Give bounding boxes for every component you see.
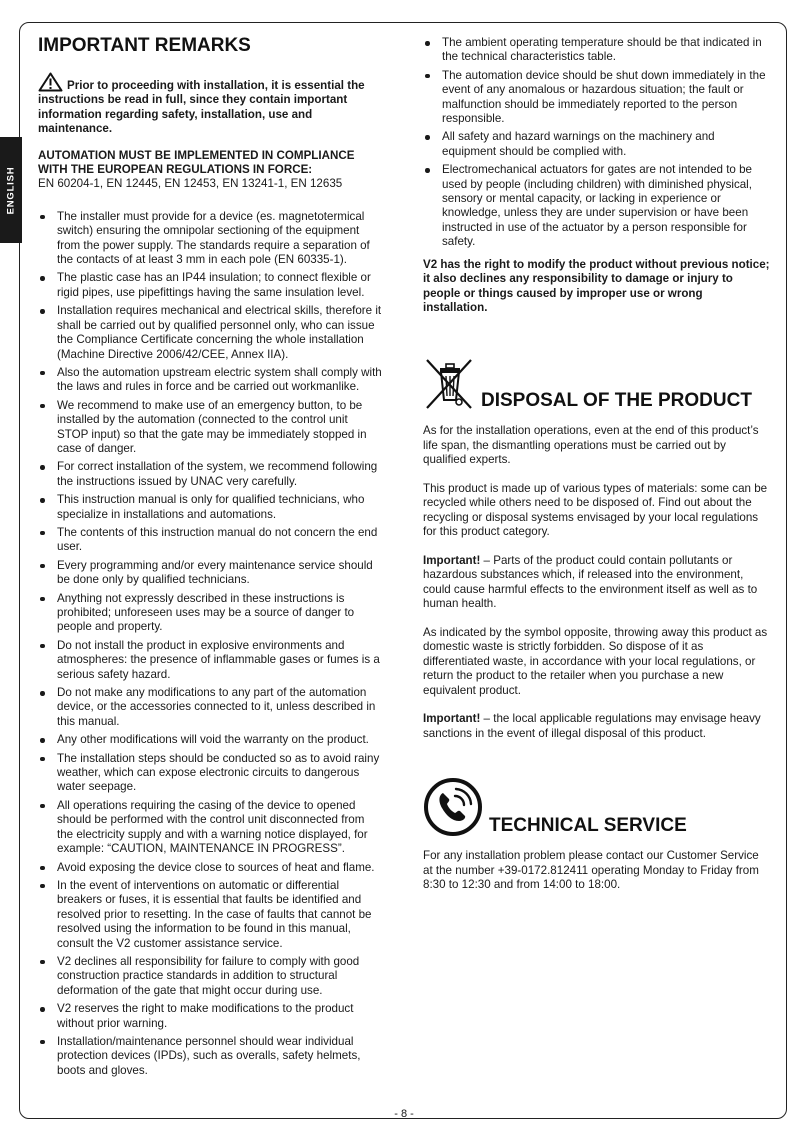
list-item: All safety and hazard warnings on the machinery and equipment should be complied with. [423,130,770,159]
compliance-standards: EN 60204-1, EN 12445, EN 12453, EN 13241-1, EN 12635 [38,177,343,191]
list-item: Electromechanical actuators for gates are not intended to be used by people (including children) with diminished physical, sensory or mental capacity, or lacking in experience or knowledge, unless they are under supervision or have been instructed in use of the actuator by a person responsible for safety. [423,163,770,249]
list-item: Also the automation upstream electric system shall comply with the laws and rules in force and be carried out workmanlike. [38,366,382,395]
list-item: The installation steps should be conducted so as to avoid rainy weather, which can expose electronic circuits to dangerous water seepage. [38,752,382,795]
left-column [38,34,382,1082]
list-item: The ambient operating temperature should be that indicated in the technical characteristics table. [423,36,770,65]
warning-notice [38,72,382,137]
list-item: Do not make any modifications to any part of the automation device, or the accessories connected to it, unless described in this manual. [38,686,382,729]
compliance-block [38,149,382,192]
list-item: The installer must provide for a device (es. magnetotermical switch) ensuring the omnipolar sectioning of the equipment from the power supply. The standards require a separation of the contacts of at least 3 mm in each pole (EN 60335-1). [38,210,382,268]
disposal-section [423,356,770,741]
list-item: The plastic case has an IP44 insulation; to connect flexible or rigid pipes, use pipefittings having the same insulation level. [38,271,382,300]
list-item: V2 reserves the right to make modifications to the product without prior warning. [38,1002,382,1031]
list-item: The automation device should be shut down immediately in the event of any anomalous or hazardous situation; the fault or malfunction should be immediately reported to the person responsible. [423,69,770,127]
right-column [423,36,770,907]
warning-triangle-icon [38,72,63,92]
technical-service-section [423,777,770,892]
list-item: We recommend to make use of an emergency button, to be installed by the automation (connected to the control unit STOP input) so that the gate may be immediately stopped in case of danger. [38,399,382,457]
page-number: - 8 - [394,1108,414,1120]
crossed-bin-icon [423,356,475,412]
left-bullet-list [38,210,382,1078]
disposal-title: DISPOSAL OF THE PRODUCT [481,390,752,412]
technical-service-title: TECHNICAL SERVICE [489,815,687,837]
list-item: Every programming and/or every maintenance service should be done only by qualified technicians. [38,559,382,588]
list-item: V2 declines all responsibility for failure to comply with good construction practice standards in addition to structural deformation of the gate that might occur during use. [38,955,382,998]
list-item: For correct installation of the system, we recommend following the instructions issued by UNAC very carefully. [38,460,382,489]
important-remarks-title: IMPORTANT REMARKS [38,35,251,56]
warning-text: Prior to proceeding with installation, it is essential the instructions be read in full, since they contain important information regarding safety, installation, use and maintenance. [38,79,365,136]
list-item: This instruction manual is only for qualified technicians, who specialize in installations and automations. [38,493,382,522]
technical-service-text: For any installation problem please contact our Customer Service at the number +39-0172.812411 operating Monday to Friday from 8:30 to 12:30 and from 14:00 to 18:00. [423,849,759,891]
list-item: Anything not expressly described in these instructions is prohibited; unforeseen uses may be a source of danger to people and property. [38,592,382,635]
list-item: All operations requiring the casing of the device to opened should be performed with the control unit disconnected from the electricity supply and with a warning notice displayed, for example: “CAUTION, MAINTENANCE IN PROGRESS”. [38,799,382,857]
important-label: Important! [423,553,481,567]
list-item: Installation/maintenance personnel should wear individual protection devices (IPDs), such as overalls, safety helmets, boots and gloves. [38,1035,382,1078]
phone-service-icon [423,777,483,837]
list-item: Any other modifications will void the warranty on the product. [38,733,382,747]
list-item: Avoid exposing the device close to sources of heat and flame. [38,861,382,875]
list-item: The contents of this instruction manual do not concern the end user. [38,526,382,555]
list-item: Do not install the product in explosive environments and atmospheres: the presence of inflammable gases or fumes is a serious safety hazard. [38,639,382,682]
right-bullet-list [423,36,770,250]
disposal-paragraph-3: Important! – Parts of the product could contain pollutants or hazardous substances which, if released into the environment, could cause harmful effects to the environment itself as well as to human health. [423,553,758,611]
v2-liability-notice: V2 has the right to modify the product without previous notice; it also declines any responsibility to damage or injury to people or things caused by improper use or wrong installation. [423,257,770,314]
disposal-paragraph-4: As indicated by the symbol opposite, throwing away this product as domestic waste is strictly forbidden. So dispose of it as differentiated waste, in accordance with your local regulations, or return the product to the retailer when you purchase a new equivalent product. [423,625,768,697]
list-item: In the event of interventions on automatic or differential breakers or fuses, it is essential that faults be identified and resolved prior to resetting. In the case of faults that cannot be resolved using the information to be found in this manual, consult the V2 customer assistance service. [38,879,382,951]
disposal-paragraph-5: Important! – the local applicable regulations may envisage heavy sanctions in the event of illegal disposal of this product. [423,712,761,740]
language-side-tab [0,137,22,243]
disposal-paragraph-1: As for the installation operations, even at the end of this product’s life span, the dismantling operations must be carried out by qualified experts. [423,424,759,467]
important-label: Important! [423,712,481,726]
list-item: Installation requires mechanical and electrical skills, therefore it shall be carried out by qualified personnel only, who can issue the Compliance Certificate concerning the whole installation (Machine Directive 2006/42/CEE, Annex IIA). [38,304,382,362]
compliance-heading: AUTOMATION MUST BE IMPLEMENTED IN COMPLIANCE WITH THE EUROPEAN REGULATIONS IN FORCE: [38,148,355,177]
language-label: ENGLISH [5,166,17,214]
disposal-paragraph-2: This product is made up of various types of materials: some can be recycled while others need to be disposed of. Find out about the recycling or disposal systems envisaged by your local regulations for this product category. [423,481,768,539]
